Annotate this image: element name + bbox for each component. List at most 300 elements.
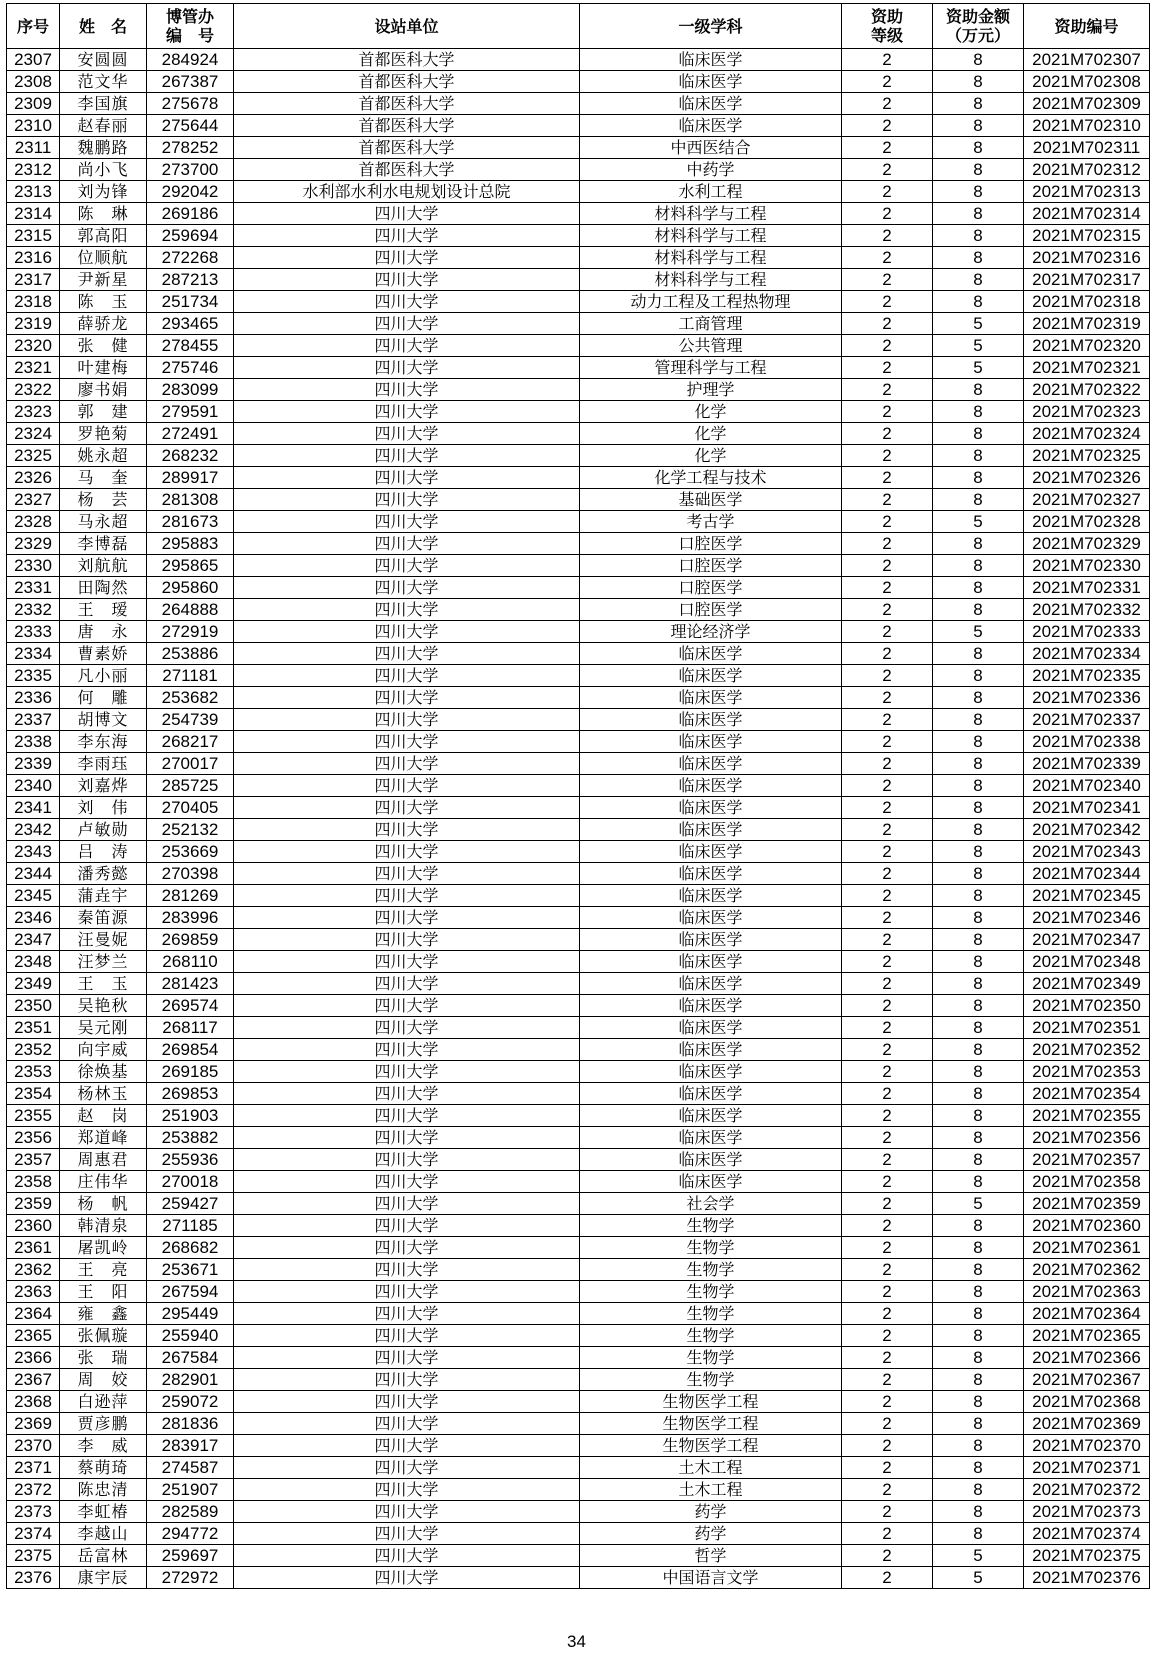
- cell-office-no: 269859: [147, 929, 234, 951]
- cell-level: 2: [842, 203, 933, 225]
- cell-level: 2: [842, 379, 933, 401]
- cell-office-no: 270405: [147, 797, 234, 819]
- cell-discipline: 口腔医学: [580, 533, 842, 555]
- cell-amount: 8: [933, 203, 1024, 225]
- cell-name: 杨 帆: [60, 1193, 147, 1215]
- cell-level: 2: [842, 445, 933, 467]
- cell-level: 2: [842, 93, 933, 115]
- cell-seq: 2325: [7, 445, 60, 467]
- cell-level: 2: [842, 335, 933, 357]
- cell-seq: 2311: [7, 137, 60, 159]
- cell-amount: 8: [933, 907, 1024, 929]
- cell-amount: 8: [933, 1369, 1024, 1391]
- cell-name: 姚永超: [60, 445, 147, 467]
- cell-unit: 四川大学: [234, 929, 580, 951]
- cell-office-no: 278252: [147, 137, 234, 159]
- cell-name: 曹素娇: [60, 643, 147, 665]
- cell-name: 潘秀懿: [60, 863, 147, 885]
- cell-amount: 8: [933, 555, 1024, 577]
- cell-level: 2: [842, 1215, 933, 1237]
- cell-amount: 8: [933, 1325, 1024, 1347]
- cell-unit: 四川大学: [234, 1105, 580, 1127]
- cell-unit: 四川大学: [234, 1479, 580, 1501]
- cell-level: 2: [842, 423, 933, 445]
- cell-code: 2021M702340: [1024, 775, 1150, 797]
- cell-unit: 首都医科大学: [234, 115, 580, 137]
- table-row: [7, 1501, 1150, 1523]
- table-row: [7, 1523, 1150, 1545]
- cell-discipline: 考古学: [580, 511, 842, 533]
- cell-name: 周惠君: [60, 1149, 147, 1171]
- table-row: [7, 753, 1150, 775]
- cell-seq: 2341: [7, 797, 60, 819]
- cell-code: 2021M702359: [1024, 1193, 1150, 1215]
- cell-discipline: 生物医学工程: [580, 1435, 842, 1457]
- cell-office-no: 255936: [147, 1149, 234, 1171]
- cell-office-no: 253671: [147, 1259, 234, 1281]
- cell-level: 2: [842, 1303, 933, 1325]
- cell-office-no: 281423: [147, 973, 234, 995]
- cell-name: 何 雕: [60, 687, 147, 709]
- cell-discipline: 临床医学: [580, 973, 842, 995]
- cell-code: 2021M702345: [1024, 885, 1150, 907]
- cell-level: 2: [842, 841, 933, 863]
- cell-discipline: 临床医学: [580, 1039, 842, 1061]
- cell-code: 2021M702342: [1024, 819, 1150, 841]
- cell-discipline: 临床医学: [580, 665, 842, 687]
- cell-office-no: 268117: [147, 1017, 234, 1039]
- cell-seq: 2319: [7, 313, 60, 335]
- cell-code: 2021M702354: [1024, 1083, 1150, 1105]
- cell-amount: 8: [933, 1435, 1024, 1457]
- cell-level: 2: [842, 929, 933, 951]
- cell-code: 2021M702337: [1024, 709, 1150, 731]
- cell-code: 2021M702335: [1024, 665, 1150, 687]
- cell-code: 2021M702312: [1024, 159, 1150, 181]
- cell-seq: 2358: [7, 1171, 60, 1193]
- cell-level: 2: [842, 1017, 933, 1039]
- cell-office-no: 273700: [147, 159, 234, 181]
- cell-level: 2: [842, 1325, 933, 1347]
- cell-code: 2021M702329: [1024, 533, 1150, 555]
- table-row: [7, 291, 1150, 313]
- cell-seq: 2376: [7, 1567, 60, 1589]
- cell-unit: 四川大学: [234, 291, 580, 313]
- cell-seq: 2312: [7, 159, 60, 181]
- cell-unit: 四川大学: [234, 951, 580, 973]
- cell-seq: 2314: [7, 203, 60, 225]
- cell-name: 卢敏勋: [60, 819, 147, 841]
- cell-level: 2: [842, 225, 933, 247]
- cell-code: 2021M702317: [1024, 269, 1150, 291]
- cell-office-no: 255940: [147, 1325, 234, 1347]
- cell-name: 李虹椿: [60, 1501, 147, 1523]
- cell-level: 2: [842, 665, 933, 687]
- cell-unit: 四川大学: [234, 1391, 580, 1413]
- cell-discipline: 临床医学: [580, 995, 842, 1017]
- cell-level: 2: [842, 181, 933, 203]
- cell-seq: 2335: [7, 665, 60, 687]
- cell-name: 赵 岗: [60, 1105, 147, 1127]
- cell-code: 2021M702374: [1024, 1523, 1150, 1545]
- cell-name: 郑道峰: [60, 1127, 147, 1149]
- cell-discipline: 化学工程与技术: [580, 467, 842, 489]
- cell-amount: 8: [933, 797, 1024, 819]
- cell-level: 2: [842, 49, 933, 71]
- cell-amount: 5: [933, 511, 1024, 533]
- cell-level: 2: [842, 863, 933, 885]
- cell-level: 2: [842, 1127, 933, 1149]
- cell-code: 2021M702357: [1024, 1149, 1150, 1171]
- cell-name: 范文华: [60, 71, 147, 93]
- cell-discipline: 临床医学: [580, 731, 842, 753]
- cell-unit: 四川大学: [234, 357, 580, 379]
- table-row: [7, 1325, 1150, 1347]
- cell-code: 2021M702338: [1024, 731, 1150, 753]
- cell-code: 2021M702358: [1024, 1171, 1150, 1193]
- cell-seq: 2367: [7, 1369, 60, 1391]
- cell-amount: 8: [933, 1523, 1024, 1545]
- cell-name: 位顺航: [60, 247, 147, 269]
- cell-office-no: 293465: [147, 313, 234, 335]
- header-unit: 设站单位: [234, 4, 580, 49]
- cell-code: 2021M702349: [1024, 973, 1150, 995]
- cell-seq: 2318: [7, 291, 60, 313]
- cell-name: 秦笛源: [60, 907, 147, 929]
- cell-name: 陈忠清: [60, 1479, 147, 1501]
- cell-amount: 5: [933, 1193, 1024, 1215]
- cell-name: 薛骄龙: [60, 313, 147, 335]
- cell-unit: 四川大学: [234, 423, 580, 445]
- cell-name: 李越山: [60, 1523, 147, 1545]
- cell-seq: 2355: [7, 1105, 60, 1127]
- cell-office-no: 269574: [147, 995, 234, 1017]
- cell-level: 2: [842, 1457, 933, 1479]
- cell-unit: 四川大学: [234, 1567, 580, 1589]
- cell-office-no: 259697: [147, 1545, 234, 1567]
- table-row: [7, 357, 1150, 379]
- cell-office-no: 289917: [147, 467, 234, 489]
- cell-code: 2021M702372: [1024, 1479, 1150, 1501]
- table-row: [7, 621, 1150, 643]
- cell-amount: 8: [933, 181, 1024, 203]
- cell-code: 2021M702336: [1024, 687, 1150, 709]
- cell-office-no: 279591: [147, 401, 234, 423]
- cell-code: 2021M702344: [1024, 863, 1150, 885]
- cell-name: 张佩璇: [60, 1325, 147, 1347]
- header-level-line2: 等级: [870, 26, 903, 45]
- cell-seq: 2339: [7, 753, 60, 775]
- cell-code: 2021M702351: [1024, 1017, 1150, 1039]
- cell-office-no: 272268: [147, 247, 234, 269]
- table-header-row: [7, 4, 1150, 49]
- cell-seq: 2317: [7, 269, 60, 291]
- cell-office-no: 269185: [147, 1061, 234, 1083]
- table-row: [7, 1281, 1150, 1303]
- table-row: [7, 1127, 1150, 1149]
- cell-unit: 四川大学: [234, 1501, 580, 1523]
- cell-amount: 8: [933, 1303, 1024, 1325]
- cell-office-no: 283099: [147, 379, 234, 401]
- cell-discipline: 社会学: [580, 1193, 842, 1215]
- cell-unit: 四川大学: [234, 445, 580, 467]
- cell-seq: 2332: [7, 599, 60, 621]
- cell-office-no: 269854: [147, 1039, 234, 1061]
- cell-office-no: 295860: [147, 577, 234, 599]
- cell-amount: 8: [933, 247, 1024, 269]
- cell-code: 2021M702356: [1024, 1127, 1150, 1149]
- cell-code: 2021M702318: [1024, 291, 1150, 313]
- cell-office-no: 275644: [147, 115, 234, 137]
- cell-discipline: 临床医学: [580, 93, 842, 115]
- cell-office-no: 252132: [147, 819, 234, 841]
- cell-level: 2: [842, 467, 933, 489]
- cell-amount: 8: [933, 445, 1024, 467]
- cell-code: 2021M702322: [1024, 379, 1150, 401]
- cell-code: 2021M702352: [1024, 1039, 1150, 1061]
- table-row: [7, 1017, 1150, 1039]
- cell-seq: 2348: [7, 951, 60, 973]
- cell-office-no: 251907: [147, 1479, 234, 1501]
- cell-code: 2021M702332: [1024, 599, 1150, 621]
- cell-office-no: 294772: [147, 1523, 234, 1545]
- cell-seq: 2374: [7, 1523, 60, 1545]
- cell-office-no: 253882: [147, 1127, 234, 1149]
- cell-unit: 四川大学: [234, 907, 580, 929]
- cell-code: 2021M702315: [1024, 225, 1150, 247]
- cell-amount: 8: [933, 709, 1024, 731]
- cell-name: 胡博文: [60, 709, 147, 731]
- cell-code: 2021M702376: [1024, 1567, 1150, 1589]
- cell-code: 2021M702320: [1024, 335, 1150, 357]
- table-row: [7, 577, 1150, 599]
- cell-seq: 2326: [7, 467, 60, 489]
- cell-name: 庄伟华: [60, 1171, 147, 1193]
- cell-seq: 2310: [7, 115, 60, 137]
- cell-amount: 8: [933, 533, 1024, 555]
- cell-name: 田陶然: [60, 577, 147, 599]
- cell-name: 张 瑞: [60, 1347, 147, 1369]
- cell-level: 2: [842, 1369, 933, 1391]
- cell-seq: 2360: [7, 1215, 60, 1237]
- cell-discipline: 临床医学: [580, 1061, 842, 1083]
- table-row: [7, 225, 1150, 247]
- cell-unit: 四川大学: [234, 995, 580, 1017]
- cell-discipline: 药学: [580, 1523, 842, 1545]
- cell-code: 2021M702331: [1024, 577, 1150, 599]
- cell-code: 2021M702314: [1024, 203, 1150, 225]
- cell-level: 2: [842, 1083, 933, 1105]
- cell-office-no: 259072: [147, 1391, 234, 1413]
- cell-office-no: 283917: [147, 1435, 234, 1457]
- cell-unit: 四川大学: [234, 313, 580, 335]
- cell-amount: 8: [933, 643, 1024, 665]
- cell-amount: 8: [933, 973, 1024, 995]
- cell-office-no: 281308: [147, 489, 234, 511]
- table-row: [7, 907, 1150, 929]
- cell-seq: 2363: [7, 1281, 60, 1303]
- cell-seq: 2320: [7, 335, 60, 357]
- cell-name: 刘嘉烨: [60, 775, 147, 797]
- table-row: [7, 1479, 1150, 1501]
- cell-unit: 首都医科大学: [234, 49, 580, 71]
- cell-discipline: 临床医学: [580, 885, 842, 907]
- cell-unit: 首都医科大学: [234, 93, 580, 115]
- cell-unit: 四川大学: [234, 1039, 580, 1061]
- cell-unit: 四川大学: [234, 1171, 580, 1193]
- cell-unit: 四川大学: [234, 1545, 580, 1567]
- cell-level: 2: [842, 1545, 933, 1567]
- cell-seq: 2329: [7, 533, 60, 555]
- cell-amount: 8: [933, 1237, 1024, 1259]
- cell-office-no: 270017: [147, 753, 234, 775]
- cell-unit: 四川大学: [234, 1435, 580, 1457]
- cell-amount: 8: [933, 951, 1024, 973]
- cell-seq: 2362: [7, 1259, 60, 1281]
- table-row: [7, 423, 1150, 445]
- cell-name: 陈 玉: [60, 291, 147, 313]
- cell-discipline: 材料科学与工程: [580, 225, 842, 247]
- cell-seq: 2371: [7, 1457, 60, 1479]
- header-level-line1: 资助: [870, 7, 903, 26]
- table-row: [7, 1259, 1150, 1281]
- cell-office-no: 295883: [147, 533, 234, 555]
- table-row: [7, 1171, 1150, 1193]
- cell-office-no: 271185: [147, 1215, 234, 1237]
- table-row: [7, 1149, 1150, 1171]
- cell-unit: 四川大学: [234, 709, 580, 731]
- cell-name: 岳富林: [60, 1545, 147, 1567]
- cell-discipline: 药学: [580, 1501, 842, 1523]
- cell-name: 吴元刚: [60, 1017, 147, 1039]
- cell-level: 2: [842, 951, 933, 973]
- cell-level: 2: [842, 907, 933, 929]
- cell-code: 2021M702362: [1024, 1259, 1150, 1281]
- cell-unit: 四川大学: [234, 1149, 580, 1171]
- table-row: [7, 709, 1150, 731]
- cell-level: 2: [842, 687, 933, 709]
- cell-code: 2021M702368: [1024, 1391, 1150, 1413]
- table-row: [7, 1457, 1150, 1479]
- cell-amount: 8: [933, 1413, 1024, 1435]
- cell-office-no: 285725: [147, 775, 234, 797]
- cell-name: 王 阳: [60, 1281, 147, 1303]
- table-row: [7, 247, 1150, 269]
- cell-amount: 8: [933, 1501, 1024, 1523]
- table-row: [7, 1061, 1150, 1083]
- cell-code: 2021M702343: [1024, 841, 1150, 863]
- cell-name: 魏鹏路: [60, 137, 147, 159]
- cell-amount: 8: [933, 1083, 1024, 1105]
- cell-discipline: 临床医学: [580, 687, 842, 709]
- cell-amount: 8: [933, 467, 1024, 489]
- cell-office-no: 268217: [147, 731, 234, 753]
- cell-level: 2: [842, 269, 933, 291]
- cell-seq: 2322: [7, 379, 60, 401]
- cell-seq: 2336: [7, 687, 60, 709]
- header-office-no: [147, 4, 234, 49]
- cell-office-no: 295865: [147, 555, 234, 577]
- cell-discipline: 临床医学: [580, 643, 842, 665]
- header-discipline: 一级学科: [580, 4, 842, 49]
- cell-name: 刘为锋: [60, 181, 147, 203]
- cell-name: 杨 芸: [60, 489, 147, 511]
- cell-code: 2021M702323: [1024, 401, 1150, 423]
- cell-discipline: 生物学: [580, 1347, 842, 1369]
- cell-level: 2: [842, 115, 933, 137]
- cell-name: 康宇辰: [60, 1567, 147, 1589]
- cell-code: 2021M702333: [1024, 621, 1150, 643]
- cell-unit: 四川大学: [234, 225, 580, 247]
- cell-level: 2: [842, 1237, 933, 1259]
- cell-discipline: 临床医学: [580, 929, 842, 951]
- cell-name: 杨林玉: [60, 1083, 147, 1105]
- cell-code: 2021M702309: [1024, 93, 1150, 115]
- cell-unit: 四川大学: [234, 269, 580, 291]
- cell-code: 2021M702363: [1024, 1281, 1150, 1303]
- cell-office-no: 272919: [147, 621, 234, 643]
- table-row: [7, 1105, 1150, 1127]
- cell-name: 叶建梅: [60, 357, 147, 379]
- cell-unit: 四川大学: [234, 1281, 580, 1303]
- cell-code: 2021M702366: [1024, 1347, 1150, 1369]
- cell-amount: 5: [933, 621, 1024, 643]
- table-row: [7, 1237, 1150, 1259]
- cell-unit: 四川大学: [234, 533, 580, 555]
- cell-discipline: 临床医学: [580, 951, 842, 973]
- cell-seq: 2357: [7, 1149, 60, 1171]
- cell-unit: 首都医科大学: [234, 71, 580, 93]
- cell-seq: 2349: [7, 973, 60, 995]
- cell-office-no: 268110: [147, 951, 234, 973]
- cell-office-no: 253682: [147, 687, 234, 709]
- cell-seq: 2340: [7, 775, 60, 797]
- cell-code: 2021M702319: [1024, 313, 1150, 335]
- cell-name: 李博磊: [60, 533, 147, 555]
- header-name: 姓 名: [60, 4, 147, 49]
- cell-code: 2021M702325: [1024, 445, 1150, 467]
- cell-name: 徐焕基: [60, 1061, 147, 1083]
- cell-code: 2021M702373: [1024, 1501, 1150, 1523]
- table-row: [7, 1435, 1150, 1457]
- cell-seq: 2350: [7, 995, 60, 1017]
- cell-level: 2: [842, 599, 933, 621]
- cell-amount: 5: [933, 335, 1024, 357]
- cell-amount: 8: [933, 665, 1024, 687]
- table-row: [7, 1193, 1150, 1215]
- cell-amount: 8: [933, 71, 1024, 93]
- cell-seq: 2309: [7, 93, 60, 115]
- cell-office-no: 275746: [147, 357, 234, 379]
- cell-level: 2: [842, 1435, 933, 1457]
- cell-name: 汪曼妮: [60, 929, 147, 951]
- cell-office-no: 287213: [147, 269, 234, 291]
- cell-discipline: 公共管理: [580, 335, 842, 357]
- cell-amount: 8: [933, 423, 1024, 445]
- cell-code: 2021M702307: [1024, 49, 1150, 71]
- cell-office-no: 284924: [147, 49, 234, 71]
- cell-seq: 2353: [7, 1061, 60, 1083]
- cell-seq: 2334: [7, 643, 60, 665]
- cell-name: 尹新星: [60, 269, 147, 291]
- cell-discipline: 动力工程及工程热物理: [580, 291, 842, 313]
- cell-seq: 2328: [7, 511, 60, 533]
- cell-office-no: 281269: [147, 885, 234, 907]
- cell-amount: 8: [933, 885, 1024, 907]
- cell-level: 2: [842, 1479, 933, 1501]
- cell-level: 2: [842, 775, 933, 797]
- cell-amount: 8: [933, 1479, 1024, 1501]
